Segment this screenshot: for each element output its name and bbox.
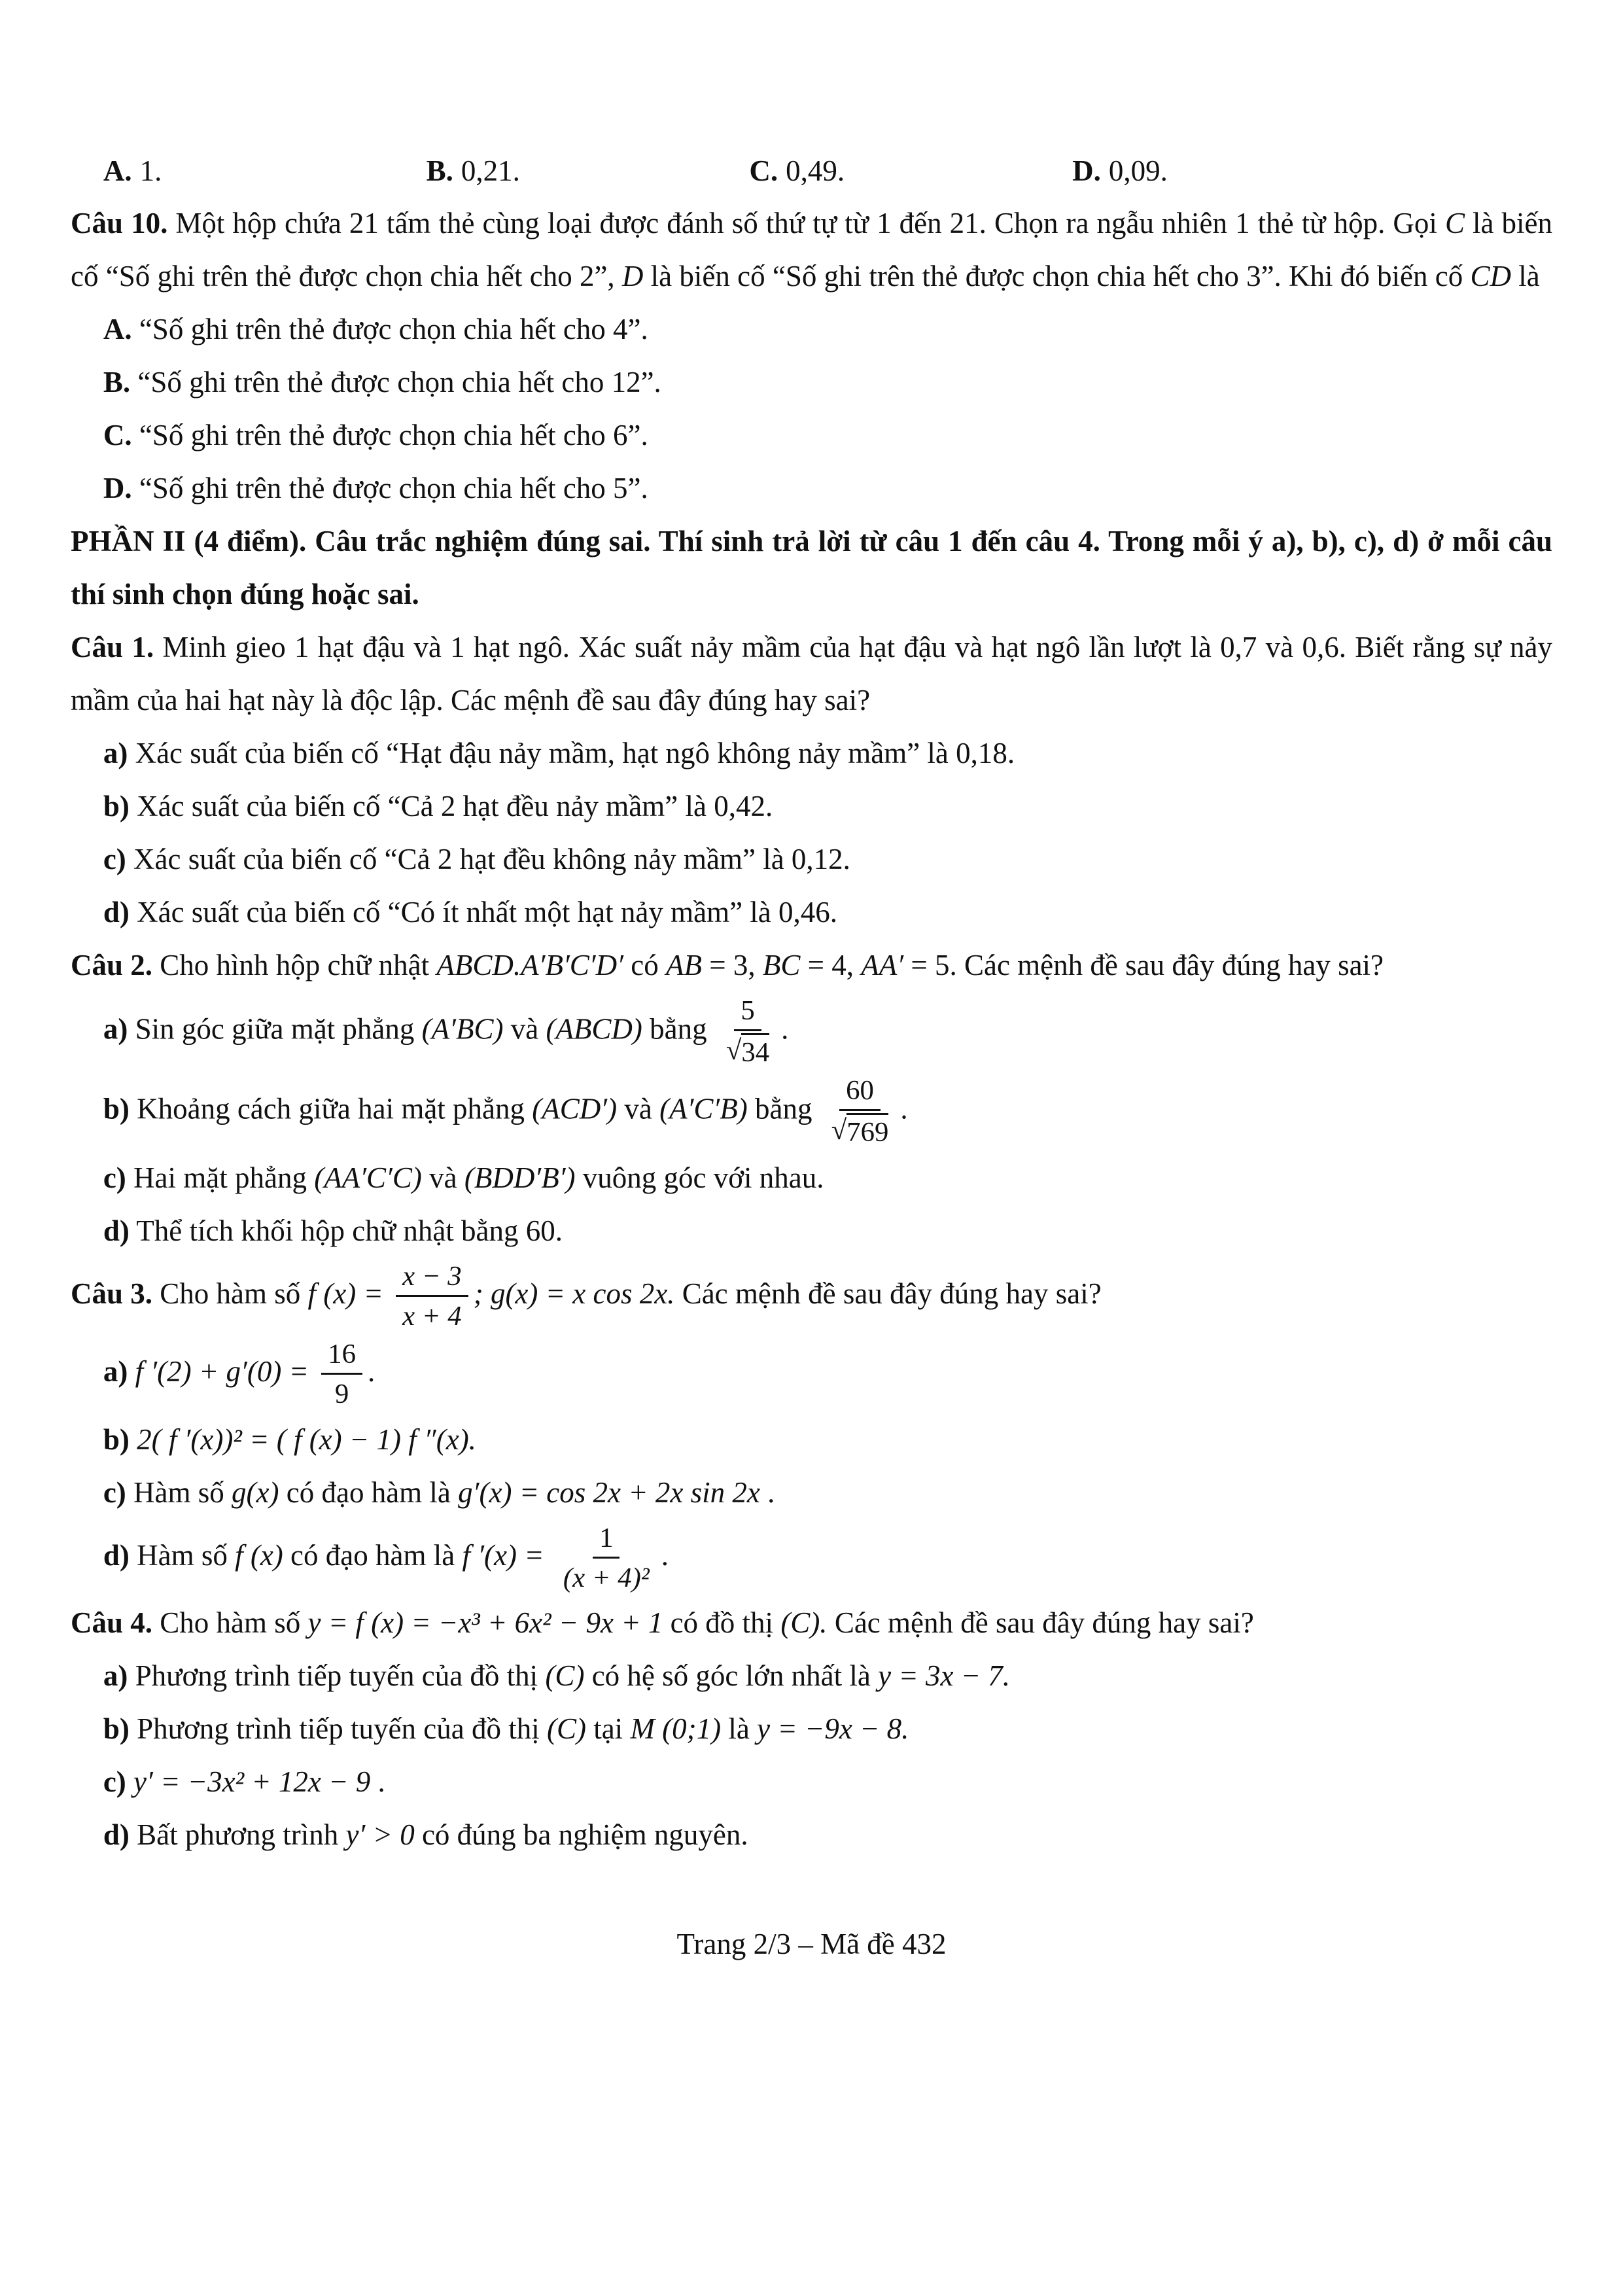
- text-run: là: [721, 1712, 758, 1746]
- fraction-denominator: x + 4: [402, 1301, 462, 1332]
- text-run: Bất phương trình: [129, 1818, 346, 1852]
- text-run: y = f (x) = −x³ + 6x² − 9x + 1: [307, 1606, 663, 1640]
- text-run: là biến cố “Số ghi trên thẻ được chọn chia hết cho 3”. Khi đó biến cố: [643, 260, 1471, 292]
- answer-letter-d: D.: [1072, 154, 1101, 187]
- answer-letter-b: B.: [426, 154, 453, 187]
- text-run: Câu 1.: [71, 631, 154, 663]
- text-run: (C).: [780, 1606, 828, 1640]
- answer-letter-a: A.: [103, 154, 132, 187]
- fraction-denominator: 9: [334, 1379, 349, 1410]
- text-run: Xác suất của biến cố “Có ít nhất một hạt nảy mầm” là 0,46.: [129, 896, 838, 928]
- question-10-option-d: [71, 462, 1552, 515]
- text-run: a): [103, 1354, 128, 1388]
- text-run: CD: [1470, 260, 1512, 292]
- text-run: có đạo hàm là: [279, 1475, 459, 1509]
- text-run: là biến cố “Số ghi trên thẻ được chọn chia hết cho 2”,: [71, 207, 1552, 292]
- question-1-statement-a: [71, 727, 1552, 780]
- answer-letter-c: C.: [749, 154, 778, 187]
- text-run: Câu 4.: [71, 1606, 153, 1640]
- fraction: [396, 1259, 468, 1334]
- text-run: d): [103, 1818, 130, 1852]
- question-2-statement-c: [71, 1152, 1552, 1205]
- question-2-statement-d: [71, 1205, 1552, 1258]
- text-run: [130, 1423, 137, 1456]
- text-run: có đúng ba nghiệm nguyên.: [414, 1818, 748, 1852]
- text-run: “Số ghi trên thẻ được chọn chia hết cho 4”.: [131, 313, 648, 345]
- fraction-denominator: [720, 1031, 776, 1070]
- question-4-stem: [71, 1597, 1552, 1650]
- text-run: D: [621, 260, 644, 292]
- text-run: “Số ghi trên thẻ được chọn chia hết cho 6”.: [131, 419, 648, 451]
- text-run: (A′BC): [421, 1012, 504, 1046]
- footer-text: Trang 2/3 – Mã đề 432: [676, 1928, 947, 1961]
- text-run: c): [103, 843, 126, 875]
- text-run: .: [661, 1538, 669, 1572]
- text-run: Cho hàm số: [152, 1606, 308, 1640]
- question-1-statement-d: [71, 886, 1552, 939]
- question-3-statement-c: [71, 1466, 1552, 1519]
- radicand: 769: [846, 1113, 888, 1150]
- text-run: Câu 2.: [71, 949, 153, 981]
- text-run: .: [759, 1475, 775, 1509]
- text-run: a): [103, 737, 128, 769]
- text-run: Xác suất của biến cố “Cả 2 hạt đều không nảy mầm” là 0,12.: [126, 843, 850, 875]
- text-run: có đạo hàm là: [283, 1538, 462, 1572]
- question-3-stem: [71, 1258, 1552, 1335]
- text-run: AB: [665, 949, 702, 981]
- text-run: .: [367, 1354, 375, 1388]
- text-run: Khoảng cách giữa hai mặt phẳng: [129, 1092, 532, 1125]
- text-run: 2( f ′(x))² = ( f (x) − 1) f ″(x).: [137, 1422, 476, 1456]
- text-run: (C): [545, 1659, 585, 1693]
- text-run: b): [103, 1422, 130, 1456]
- text-run: a): [103, 1012, 128, 1046]
- text-run: bằng: [747, 1092, 820, 1125]
- question-3-statement-d: [71, 1519, 1552, 1597]
- text-run: có hệ số góc lớn nhất là: [584, 1659, 879, 1693]
- text-run: (BDD′B′): [464, 1161, 576, 1194]
- text-run: f (x) =: [307, 1277, 391, 1310]
- text-run: Các mệnh đề sau đây đúng hay sai?: [674, 1277, 1102, 1310]
- fraction: [825, 1073, 896, 1150]
- text-run: Cho hàm số: [152, 1277, 308, 1310]
- text-run: Các mệnh đề sau đây đúng hay sai?: [827, 1606, 1254, 1640]
- fraction: [321, 1337, 362, 1412]
- text-run: b): [103, 790, 130, 822]
- fraction-denominator: (x + 4)²: [563, 1562, 650, 1593]
- text-run: c): [103, 1161, 126, 1194]
- text-run: có đồ thị: [663, 1606, 781, 1640]
- text-run: Sin góc giữa mặt phẳng: [128, 1012, 422, 1046]
- text-run: d): [103, 896, 130, 928]
- question-3-statement-b: [71, 1413, 1552, 1466]
- text-run: Xác suất của biến cố “Cả 2 hạt đều nảy mầm” là 0,42.: [129, 790, 773, 822]
- text-run: Phương trình tiếp tuyến của đồ thị: [128, 1659, 546, 1693]
- question-4-statement-b: [71, 1703, 1552, 1756]
- text-run: f (x): [235, 1538, 283, 1572]
- text-run: Hai mặt phẳng: [126, 1161, 315, 1194]
- sqrt-sign: √: [831, 1115, 847, 1146]
- text-run: b): [103, 1092, 130, 1125]
- text-run: g(x) = x cos 2x.: [490, 1277, 675, 1310]
- exam-content: [71, 197, 1552, 1862]
- question-2-statement-a: [71, 992, 1552, 1072]
- text-run: = 5. Các mệnh đề sau đây đúng hay sai?: [903, 949, 1384, 981]
- text-run: Câu 10.: [71, 207, 168, 239]
- fraction: [720, 993, 776, 1070]
- text-run: Hàm số: [129, 1538, 236, 1572]
- text-run: PHẦN II (4 điểm). Câu trắc nghiệm đúng sai. Thí sinh trả lời từ câu 1 đến câu 4. Trong mỗi ý a), b), c), d) ở mỗi câu thí sinh chọn đúng hoặc sai.: [71, 525, 1552, 610]
- question-2-statement-b: [71, 1072, 1552, 1152]
- text-run: C: [1444, 207, 1465, 239]
- text-run: c): [103, 1765, 126, 1799]
- fraction-denominator: [825, 1111, 896, 1150]
- page-footer: [71, 1927, 1552, 1961]
- text-run: D.: [103, 472, 132, 504]
- text-run: và: [503, 1012, 546, 1046]
- text-run: ;: [473, 1277, 491, 1310]
- text-run: b): [103, 1712, 130, 1746]
- text-run: (C): [546, 1712, 586, 1746]
- text-run: (A′C′B): [659, 1092, 748, 1125]
- text-run: (ABCD): [546, 1012, 642, 1046]
- answer-option-c: [749, 154, 1072, 188]
- answer-value-c: 0,49.: [786, 154, 845, 187]
- text-run: d): [103, 1214, 130, 1247]
- question-10-option-b: [71, 356, 1552, 409]
- text-run: y′ > 0: [345, 1818, 415, 1852]
- question-1-statement-b: [71, 780, 1552, 833]
- text-run: Minh gieo 1 hạt đậu và 1 hạt ngô. Xác suất nảy mầm của hạt đậu và hạt ngô lần lượt là 0,7 và 0,6. Biết rằng sự nảy mầm của hai hạt này là độc lập. Các mệnh đề sau đây đúng hay sai?: [71, 631, 1553, 716]
- previous-question-answers: [71, 154, 1552, 188]
- question-10-option-a: [71, 303, 1552, 356]
- question-1-stem: [71, 621, 1552, 727]
- text-run: bằng: [642, 1012, 714, 1046]
- text-run: có: [623, 949, 666, 981]
- question-2-stem: [71, 939, 1552, 992]
- text-run: a): [103, 1659, 128, 1693]
- answer-value-b: 0,21.: [461, 154, 520, 187]
- radicand: 34: [741, 1033, 769, 1070]
- answer-option-b: [427, 154, 750, 188]
- fraction-numerator: 1: [593, 1521, 620, 1559]
- text-run: M (0;1): [630, 1712, 722, 1746]
- text-run: Xác suất của biến cố “Hạt đậu nảy mầm, hạt ngô không nảy mầm” là 0,18.: [128, 737, 1015, 769]
- fraction: [557, 1521, 656, 1596]
- sqrt-sign: √: [725, 1035, 742, 1067]
- text-run: .: [370, 1765, 385, 1799]
- text-run: .: [781, 1012, 789, 1046]
- text-run: A.: [103, 313, 132, 345]
- text-run: = 4,: [800, 949, 862, 981]
- text-run: ABCD.A′B′C′D′: [436, 949, 623, 981]
- question-4-statement-a: [71, 1650, 1552, 1703]
- text-run: f ′(2) + g′(0) =: [135, 1354, 317, 1388]
- text-run: Phương trình tiếp tuyến của đồ thị: [129, 1712, 547, 1746]
- text-run: .: [900, 1092, 908, 1125]
- text-run: B.: [103, 366, 131, 398]
- text-run: C.: [103, 419, 132, 451]
- text-run: g(x): [232, 1475, 279, 1509]
- text-run: Cho hình hộp chữ nhật: [152, 949, 437, 981]
- part-2-header: [71, 515, 1552, 621]
- question-10-option-c: [71, 409, 1552, 462]
- text-run: (ACD′): [532, 1092, 618, 1125]
- text-run: (AA′C′C): [314, 1161, 422, 1194]
- text-run: BC: [762, 949, 801, 981]
- text-run: y′ = −3x² + 12x − 9: [133, 1765, 371, 1799]
- text-run: và: [617, 1092, 660, 1125]
- text-run: [126, 1765, 133, 1798]
- answer-value-d: 0,09.: [1108, 154, 1168, 187]
- text-run: = 3,: [701, 949, 763, 981]
- fraction-numerator: 5: [734, 993, 761, 1031]
- text-run: và: [421, 1161, 464, 1194]
- question-4-statement-d: [71, 1809, 1552, 1862]
- fraction-numerator: 60: [839, 1073, 881, 1111]
- text-run: Hàm số: [126, 1475, 232, 1509]
- question-3-statement-a: [71, 1335, 1552, 1413]
- text-run: “Số ghi trên thẻ được chọn chia hết cho 5”.: [131, 472, 648, 504]
- text-run: tại: [585, 1712, 631, 1746]
- fraction-numerator: x − 3: [396, 1259, 468, 1297]
- text-run: Một hộp chứa 21 tấm thẻ cùng loại được đánh số thứ tự từ 1 đến 21. Chọn ra ngẫu nhiên 1 thẻ từ hộp. Gọi: [167, 207, 1445, 239]
- text-run: g′(x) = cos 2x + 2x sin 2x: [458, 1475, 760, 1509]
- text-run: AA′: [861, 949, 904, 981]
- fraction-numerator: 16: [321, 1337, 362, 1375]
- answer-option-a: [71, 154, 427, 188]
- text-run: là: [1511, 260, 1540, 292]
- text-run: c): [103, 1475, 126, 1509]
- text-run: [128, 1354, 135, 1387]
- text-run: y = 3x − 7.: [878, 1659, 1011, 1693]
- text-run: d): [103, 1538, 130, 1572]
- question-4-statement-c: [71, 1756, 1552, 1809]
- answer-option-d: [1072, 154, 1395, 188]
- answer-value-a: 1.: [139, 154, 162, 187]
- text-run: Thể tích khối hộp chữ nhật bằng 60.: [129, 1214, 563, 1247]
- text-run: vuông góc với nhau.: [575, 1161, 824, 1194]
- text-run: “Số ghi trên thẻ được chọn chia hết cho 12”.: [130, 366, 661, 398]
- text-run: y = −9x − 8.: [757, 1712, 909, 1746]
- text-run: f ′(x) =: [462, 1538, 551, 1572]
- text-run: Câu 3.: [71, 1277, 153, 1310]
- question-1-statement-c: [71, 833, 1552, 886]
- question-10-stem: [71, 197, 1552, 303]
